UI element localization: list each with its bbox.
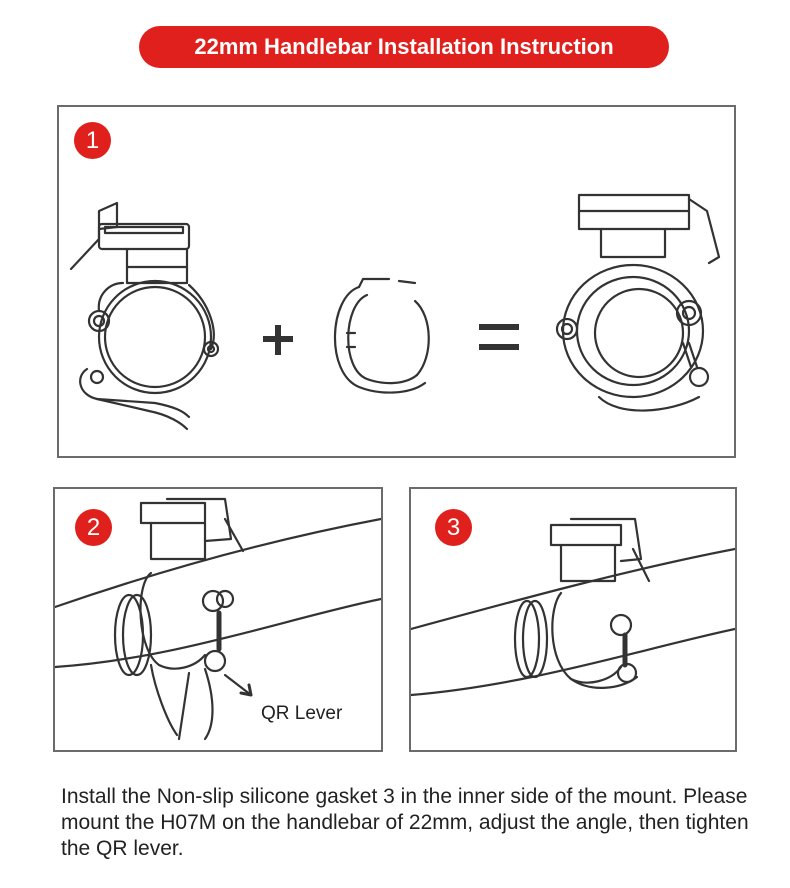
mount-open-drawing	[71, 203, 218, 429]
qr-lever-label: QR Lever	[261, 703, 343, 724]
step-2-panel	[53, 487, 383, 752]
step-1-badge: 1	[74, 122, 111, 159]
step-1-diagram	[59, 107, 734, 456]
page-title: 22mm Handlebar Installation Instruction	[139, 26, 669, 68]
step-1-panel	[57, 105, 736, 458]
step-3-panel	[409, 487, 737, 752]
gasket-drawing	[335, 279, 429, 393]
mount-assembled-drawing	[557, 195, 719, 411]
instruction-text: Install the Non-slip silicone gasket 3 in the inner side of the mount. Please mount the H07M on the handlebar of 22mm, adjust the angle, then tighten the QR lever.	[61, 785, 749, 860]
step-2-badge: 2	[75, 509, 112, 546]
step-3-badge: 3	[435, 509, 472, 546]
